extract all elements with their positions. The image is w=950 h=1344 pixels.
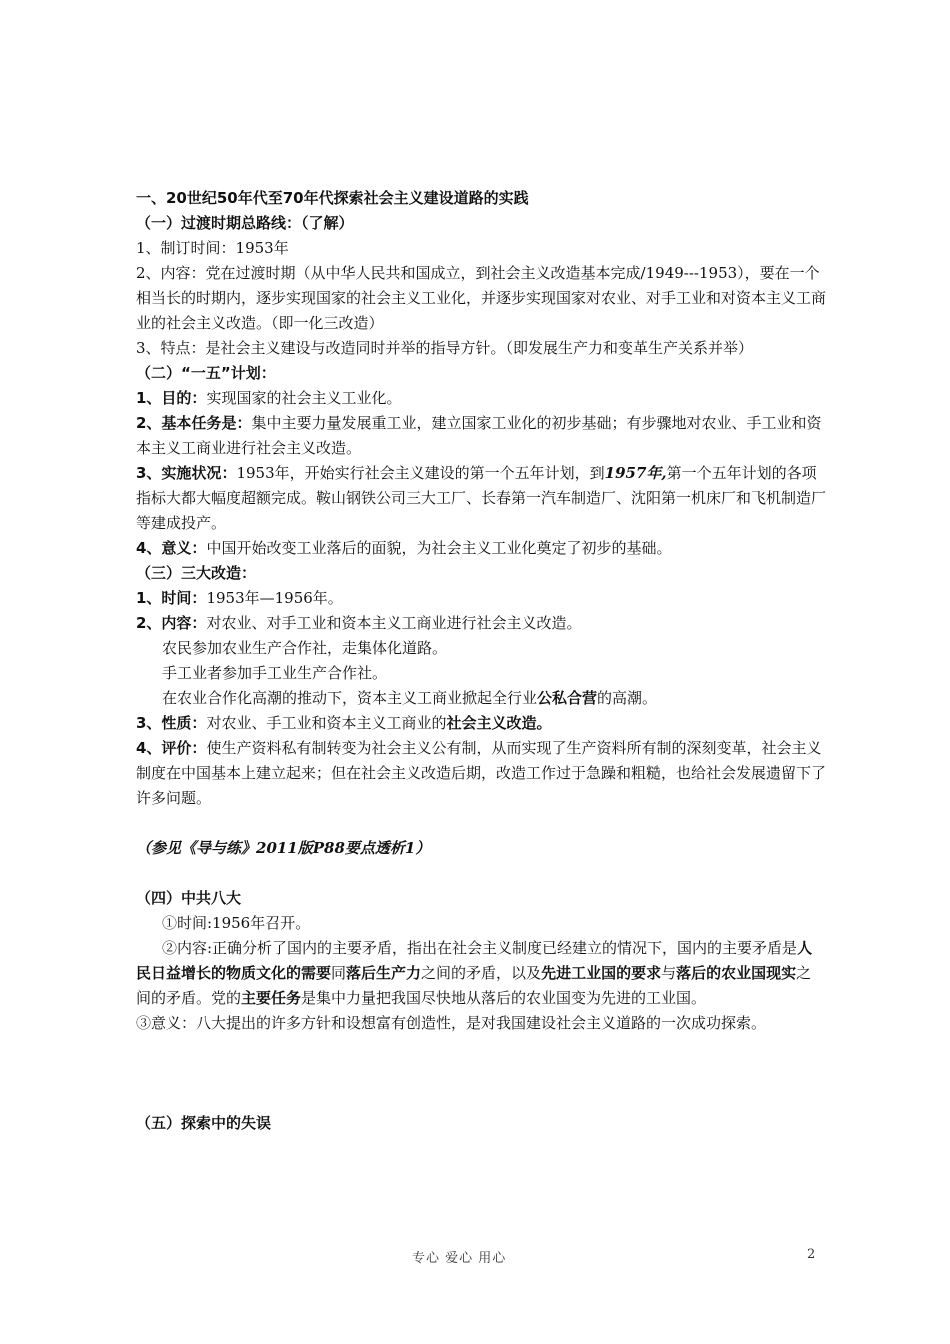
s4-item-2-e: 之间的矛盾，以及 [421, 964, 542, 982]
spacer [136, 861, 826, 886]
section-4-title: （四）中共八大 [136, 889, 242, 907]
section-1-title: （一）过渡时期总路线：（了解） [136, 214, 354, 232]
s2-item-3-year: 1957年, [604, 464, 667, 482]
s2-item-3-label: 3、实施状况： [136, 464, 237, 482]
section-3-title: （三）三大改造： [136, 564, 257, 582]
s3-sub-item-3-b: 公私合营 [537, 689, 598, 707]
s3-item-1-label: 1、时间： [136, 589, 207, 607]
s3-sub-item-2: 手工业者参加手工业生产合作社。 [162, 664, 388, 682]
document-body [136, 186, 826, 1136]
s4-item-2-a: ②内容:正确分析了国内的主要矛盾，指出在社会主义制度已经建立的情况下，国内的主要矛盾是 [162, 939, 798, 957]
s3-item-3-label: 3、性质： [136, 714, 207, 732]
page-footer [0, 1247, 950, 1269]
s1-item-2: 2、内容：党在过渡时期（从中华人民共和国成立，到社会主义改造基本完成/1949---1953），要在一个相当长的时期内，逐步实现国家的社会主义工业化，并逐步实现国家对农业、对手工业和对资本主义工商业的社会主义改造。（即一化三改造） [136, 264, 827, 332]
s3-item-4-text: 使生产资料私有制转变为社会主义公有制，从而实现了生产资料所有制的深刻变革，社会主义制度在中国基本上建立起来；但在社会主义改造后期，改造工作过于急躁和粗糙，也给社会发展遗留下了许多问题。 [136, 739, 827, 807]
s3-item-2 [136, 611, 826, 636]
s2-item-2-label: 2、基本任务是： [136, 414, 252, 432]
s1-item-3: 3、特点：是社会主义建设与改造同时并举的指导方针。（即发展生产力和变革生产关系并举） [136, 339, 754, 357]
s3-item-3-bold: 社会主义改造。 [446, 714, 552, 732]
s3-sub-item-3 [136, 686, 826, 711]
s4-item-3: ③意义：八大提出的许多方针和设想富有创造性，是对我国建设社会主义道路的一次成功探索。 [136, 1014, 767, 1032]
spacer [136, 1036, 826, 1111]
s3-item-2-label: 2、内容： [136, 614, 207, 632]
s4-item-2 [136, 936, 826, 1011]
s4-item-2-h: 落后的农业国现实 [676, 964, 797, 982]
s1-item-1: 1、制订时间：1953年 [136, 239, 289, 257]
s2-item-1-label: 1、目的： [136, 389, 207, 407]
s2-item-4 [136, 536, 826, 561]
s3-sub-item-3-a: 在农业合作化高潮的推动下，资本主义工商业掀起全行业 [162, 689, 538, 707]
s3-item-4-label: 4、评价： [136, 739, 207, 757]
section-2-title: （二）“一五”计划： [136, 364, 276, 382]
s3-item-2-text: 对农业、对手工业和资本主义工商业进行社会主义改造。 [206, 614, 582, 632]
main-heading: 一、20世纪50年代至70年代探索社会主义建设道路的实践 [136, 189, 529, 207]
s3-sub-item-1: 农民参加农业生产合作社，走集体化道路。 [162, 639, 448, 657]
s3-item-4 [136, 736, 826, 811]
footer-motto: 专心 爱心 用心 [412, 1251, 507, 1266]
s2-item-1-text: 实现国家的社会主义工业化。 [206, 389, 402, 407]
section-5-title: （五）探索中的失误 [136, 1114, 272, 1132]
s2-item-1 [136, 386, 826, 411]
s4-item-1: ①时间:1956年召开。 [162, 914, 311, 932]
s4-item-2-i: 之间的矛盾。党的 [136, 964, 812, 1007]
s4-item-2-f: 先进工业国的要求 [541, 964, 662, 982]
s2-item-2-text: 集中主要力量发展重工业，建立国家工业化的初步基础；有步骤地对农业、手工业和资本主义工商业进行社会主义改造。 [136, 414, 822, 457]
s3-item-1-text: 1953年—1956年。 [206, 589, 343, 607]
s3-sub-item-3-c: 的高潮。 [597, 689, 658, 707]
page-number: 2 [807, 1247, 816, 1262]
s4-item-2-j: 主要任务 [241, 989, 302, 1007]
s2-item-2 [136, 411, 826, 461]
s2-item-3-text-b: 第一个五年计划的各项指标大都大幅度超额完成。鞍山钢铁公司三大工厂、长春第一汽车制造厂、沈阳第一机床厂和飞机制造厂等建成投产。 [136, 464, 827, 532]
s2-item-3-text-a: 1953年，开始实行社会主义建设的第一个五年计划，到 [236, 464, 605, 482]
s4-item-2-c: 同 [331, 964, 347, 982]
s2-item-4-text: 中国开始改变工业落后的面貌，为社会主义工业化奠定了初步的基础。 [206, 539, 672, 557]
s3-item-1 [136, 586, 826, 611]
s3-item-3 [136, 711, 826, 736]
s4-item-2-g: 与 [661, 964, 677, 982]
s4-item-2-d: 落后生产力 [346, 964, 422, 982]
s4-item-2-k: 是集中力量把我国尽快地从落后的农业国变为先进的工业国。 [301, 989, 707, 1007]
reference-note: （参见《导与练》2011版P88要点透析1） [136, 839, 431, 857]
s2-item-3 [136, 461, 826, 536]
s2-item-4-label: 4、意义： [136, 539, 207, 557]
s3-item-3-text: 对农业、手工业和资本主义工商业的 [206, 714, 447, 732]
s4-item-2-b: 人民日益增长的物质文化的需要 [136, 939, 813, 982]
spacer [136, 811, 826, 836]
